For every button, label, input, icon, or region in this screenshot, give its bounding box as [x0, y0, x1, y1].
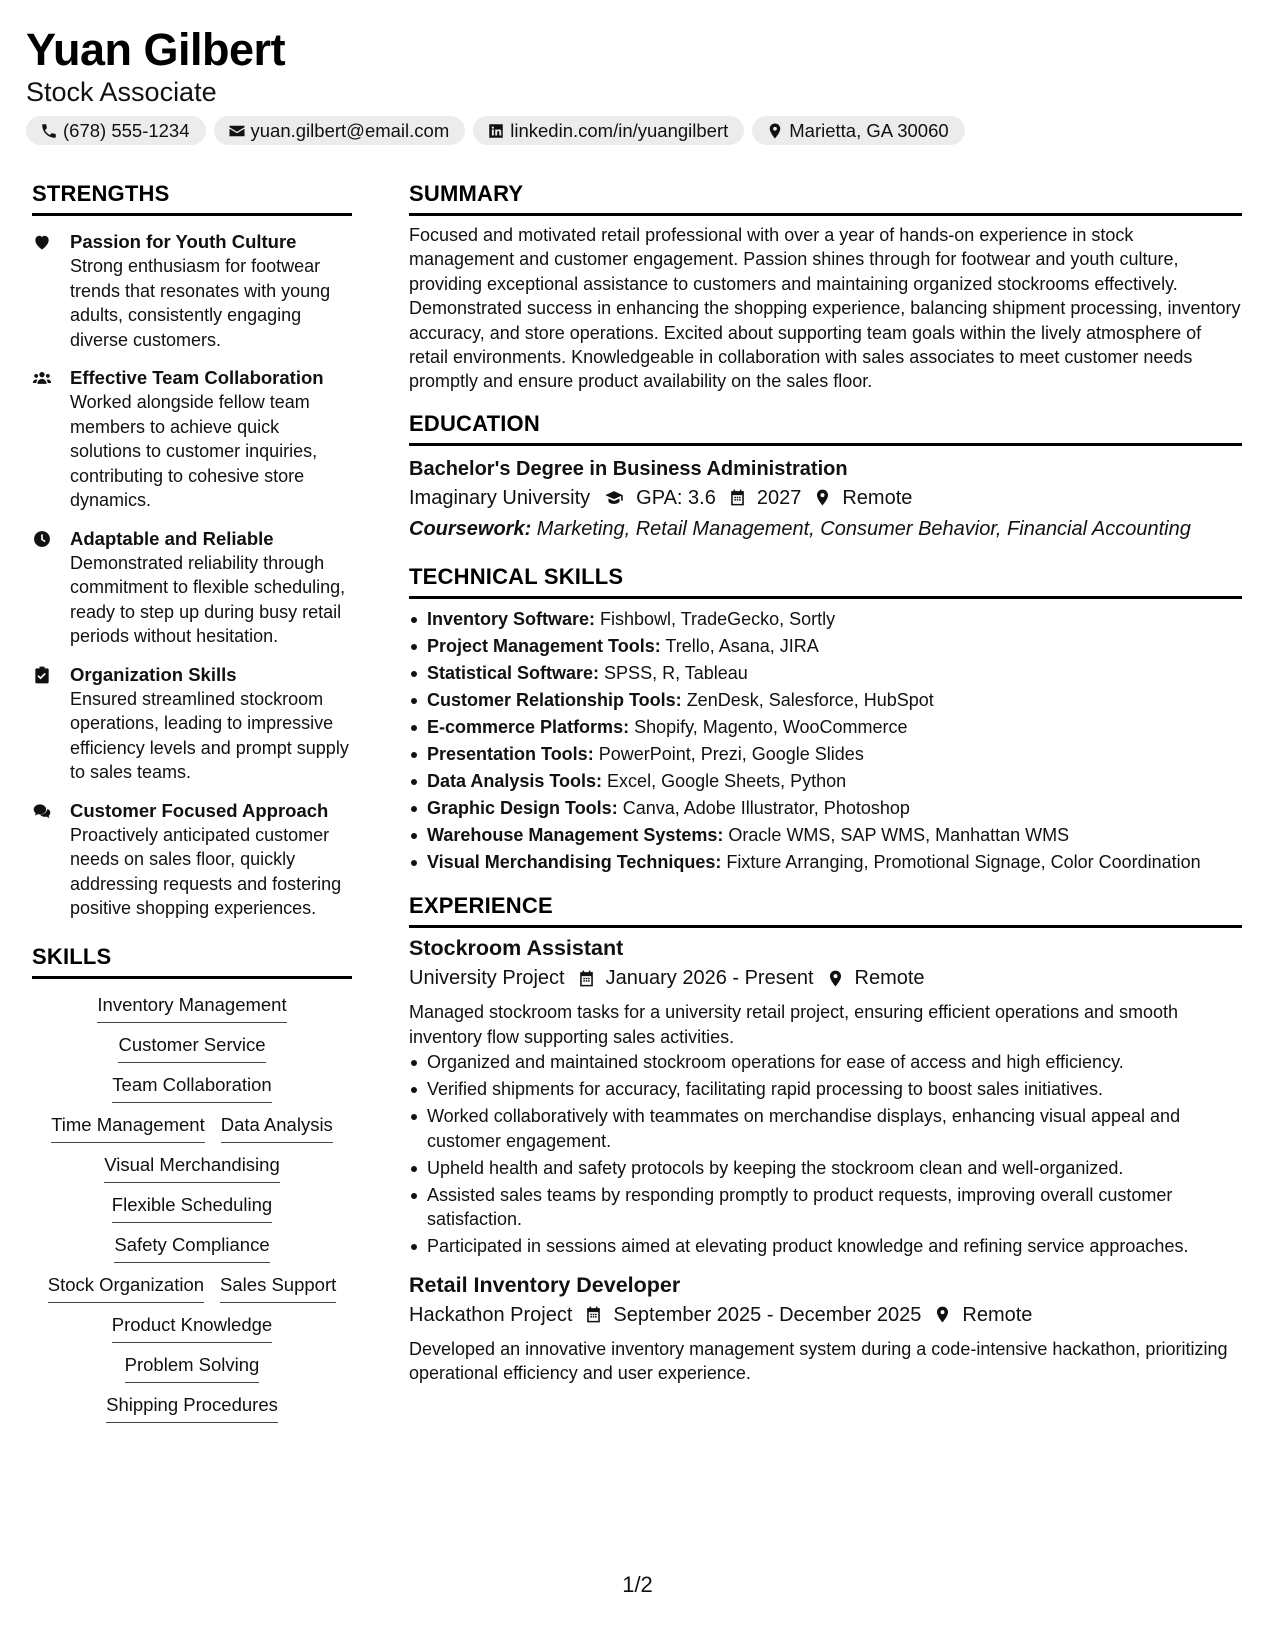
- tech-skill-value: Oracle WMS, SAP WMS, Manhattan WMS: [723, 824, 1070, 845]
- education-year: 2027: [756, 486, 802, 509]
- tech-skill-item: [409, 715, 1242, 740]
- left-column: [32, 180, 352, 1423]
- tech-skill-value: Excel, Google Sheets, Python: [602, 770, 847, 791]
- strength-title: Organization Skills: [70, 663, 237, 685]
- strength-title: Adaptable and Reliable: [70, 527, 274, 549]
- skill-tag: Time Management: [51, 1113, 205, 1143]
- job-org: University Project: [409, 967, 565, 990]
- strength-title: Effective Team Collaboration: [70, 367, 324, 388]
- strength-title: Customer Focused Approach: [70, 799, 329, 821]
- skill-tag: Visual Merchandising: [104, 1153, 280, 1183]
- strength-item: [32, 799, 352, 921]
- job-bullet: Assisted sales teams by responding promptly to product requests, improving overall customer satisfaction.: [409, 1183, 1242, 1232]
- job-bullet: Participated in sessions aimed at elevating product knowledge and refining service approaches.: [409, 1234, 1242, 1259]
- job-description: Managed stockroom tasks for a university retail project, ensuring efficient operations and smooth inventory flow supporting sales activities.: [409, 1002, 1179, 1047]
- education-meta: [409, 484, 1242, 512]
- tech-skill-label: Inventory Software:: [427, 608, 596, 629]
- clipboard-check-icon: [32, 665, 52, 685]
- strength-desc: Demonstrated reliability through commitment to flexible scheduling, ready to step up during busy retail periods without hesitation.: [70, 552, 346, 646]
- tech-skill-label: Customer Relationship Tools:: [427, 689, 682, 710]
- job-title: Stockroom Assistant: [409, 936, 624, 961]
- contact-linkedin-text: linkedin.com/in/yuangilbert: [510, 119, 729, 141]
- tech-skill-value: Fishbowl, TradeGecko, Sortly: [595, 608, 836, 629]
- skills-list: [32, 993, 352, 1423]
- strength-desc: Worked alongside fellow team members to achieve quick solutions to customer inquiries, contributing to cohesive store dynamics.: [70, 392, 318, 510]
- contact-linkedin[interactable]: [473, 116, 744, 145]
- calendar-icon: [577, 969, 596, 988]
- resume-header: [26, 24, 965, 145]
- education-heading: EDUCATION: [409, 410, 1242, 446]
- tech-skill-label: Visual Merchandising Techniques:: [427, 851, 722, 872]
- tech-skill-value: Shopify, Magento, WooCommerce: [629, 716, 908, 737]
- tech-skill-value: Canva, Adobe Illustrator, Photoshop: [617, 797, 910, 818]
- tech-skill-label: Statistical Software:: [427, 662, 600, 683]
- map-pin-icon: [826, 969, 845, 988]
- tech-skill-item: [409, 850, 1242, 875]
- skill-tag: Product Knowledge: [112, 1313, 272, 1343]
- education-coursework: [409, 515, 1242, 543]
- job-location: Remote: [962, 1303, 1033, 1326]
- map-pin-icon: [933, 1305, 952, 1324]
- job-bullet: Organized and maintained stockroom operations for ease of access and high efficiency.: [409, 1050, 1242, 1075]
- education-gpa: GPA: 3.6: [636, 486, 716, 509]
- job-title: Retail Inventory Developer: [409, 1272, 681, 1297]
- coursework-label: Coursework:: [409, 517, 532, 540]
- strength-desc: Ensured streamlined stockroom operations, leading to impressive efficiency levels and prompt supply to sales teams.: [70, 688, 349, 782]
- job-bullet: Verified shipments for accuracy, facilitating rapid processing to boost sales initiatives.: [409, 1077, 1242, 1102]
- job-bullet: Worked collaboratively with teammates on merchandise displays, enhancing visual appeal and customer engagement.: [409, 1104, 1242, 1153]
- skills-heading: SKILLS: [32, 943, 352, 979]
- education-location: Remote: [842, 486, 913, 509]
- contact-phone-text: (678) 555-1234: [63, 119, 190, 141]
- envelope-icon: [228, 122, 246, 140]
- tech-skill-item: [409, 688, 1242, 713]
- candidate-name: Yuan Gilbert: [26, 24, 286, 75]
- technical-skills-list: [409, 607, 1242, 875]
- summary-heading: SUMMARY: [409, 180, 1242, 216]
- strengths-heading: STRENGTHS: [32, 180, 352, 216]
- page-number: 1/2: [622, 1572, 653, 1597]
- job-bullet: Upheld health and safety protocols by keeping the stockroom clean and well-organized.: [409, 1156, 1242, 1181]
- strength-item: [32, 527, 352, 649]
- tech-skill-value: Trello, Asana, JIRA: [660, 635, 819, 656]
- job-meta: [409, 964, 1242, 992]
- clock-icon: [32, 529, 52, 549]
- experience-heading: EXPERIENCE: [409, 892, 1242, 928]
- tech-skill-label: E-commerce Platforms:: [427, 716, 630, 737]
- tech-skill-label: Data Analysis Tools:: [427, 770, 603, 791]
- job-location: Remote: [854, 967, 925, 990]
- comments-icon: [32, 801, 52, 821]
- contact-email[interactable]: [214, 116, 466, 145]
- summary-text: Focused and motivated retail professional with over a year of hands-on experience in stock management and customer engagement. Passion shines through for footwear and youth culture, providing exceptional assistance to customers and maintaining organized stockrooms effectively. Demonstrated success in enhancing the shopping experience, balancing shipment processing, inventory accuracy, and store operations. Excited about supporting team goals within the lively atmosphere of retail environments. Knowledgeable in collaboration with sales associates to meet customer needs promptly and ensure product availability on the sales floor.: [409, 225, 1241, 392]
- calendar-icon: [584, 1305, 603, 1324]
- experience-entry: [409, 1271, 1242, 1386]
- tech-skill-label: Warehouse Management Systems:: [427, 824, 724, 845]
- skill-tag: Team Collaboration: [112, 1073, 271, 1103]
- linkedin-icon: [487, 122, 505, 140]
- contact-phone[interactable]: [26, 116, 206, 145]
- skill-tag: Shipping Procedures: [106, 1393, 278, 1423]
- experience-entry: [409, 934, 1242, 1258]
- skill-tag: Data Analysis: [221, 1113, 333, 1143]
- skill-tag: Inventory Management: [97, 993, 286, 1023]
- skill-tag: Flexible Scheduling: [112, 1193, 272, 1223]
- skill-tag: Sales Support: [220, 1273, 336, 1303]
- users-icon: [32, 368, 52, 388]
- contact-email-text: yuan.gilbert@email.com: [250, 119, 450, 141]
- tech-skill-item: [409, 634, 1242, 659]
- skill-tag: Stock Organization: [48, 1273, 204, 1303]
- strength-item: [32, 663, 352, 785]
- strength-desc: Strong enthusiasm for footwear trends that resonates with young adults, consistently engaging diverse customers.: [70, 256, 331, 350]
- contact-location-text: Marietta, GA 30060: [789, 119, 949, 141]
- strength-desc: Proactively anticipated customer needs on sales floor, quickly addressing requests and fostering positive shopping experiences.: [70, 824, 342, 918]
- tech-skill-label: Project Management Tools:: [427, 635, 661, 656]
- tech-skill-value: ZenDesk, Salesforce, HubSpot: [681, 689, 934, 710]
- tech-skill-value: PowerPoint, Prezi, Google Slides: [593, 743, 864, 764]
- education-school: Imaginary University: [409, 486, 591, 509]
- tech-skill-item: [409, 742, 1242, 767]
- tech-skill-item: [409, 607, 1242, 632]
- contact-bar: [26, 116, 965, 145]
- contact-location[interactable]: [752, 116, 964, 145]
- tech-skill-value: SPSS, R, Tableau: [599, 662, 748, 683]
- tech-skill-label: Graphic Design Tools:: [427, 797, 618, 818]
- job-dates: January 2026 - Present: [605, 967, 814, 990]
- tech-skill-label: Presentation Tools:: [427, 743, 594, 764]
- map-pin-icon: [766, 122, 784, 140]
- strength-item: [32, 230, 352, 352]
- strength-item: [32, 366, 352, 513]
- candidate-role: Stock Associate: [26, 77, 217, 107]
- skill-tag: Customer Service: [118, 1033, 265, 1063]
- technical-skills-heading: TECHNICAL SKILLS: [409, 563, 1242, 599]
- map-pin-icon: [813, 488, 832, 507]
- education-degree: Bachelor's Degree in Business Administration: [409, 457, 848, 480]
- skill-tag: Safety Compliance: [114, 1233, 269, 1263]
- tech-skill-item: [409, 661, 1242, 686]
- heart-icon: [32, 232, 52, 252]
- job-dates: September 2025 - December 2025: [613, 1303, 922, 1326]
- job-description: Developed an innovative inventory management system during a code-intensive hackathon, prioritizing operational efficiency and user experience.: [409, 1338, 1228, 1384]
- right-column: [409, 180, 1242, 1385]
- tech-skill-item: [409, 769, 1242, 794]
- calendar-icon: [728, 488, 747, 507]
- phone-icon: [40, 122, 58, 140]
- skill-tag: Problem Solving: [125, 1353, 260, 1383]
- strength-title: Passion for Youth Culture: [70, 231, 297, 252]
- job-org: Hackathon Project: [409, 1303, 573, 1326]
- graduation-cap-icon: [602, 488, 626, 507]
- strengths-list: [32, 230, 352, 921]
- job-bullets: [409, 1050, 1242, 1259]
- tech-skill-item: [409, 823, 1242, 848]
- tech-skill-value: Fixture Arranging, Promotional Signage, Color Coordination: [721, 851, 1201, 872]
- tech-skill-item: [409, 796, 1242, 821]
- job-meta: [409, 1301, 1242, 1329]
- coursework-list: Marketing, Retail Management, Consumer Behavior, Financial Accounting: [531, 517, 1191, 540]
